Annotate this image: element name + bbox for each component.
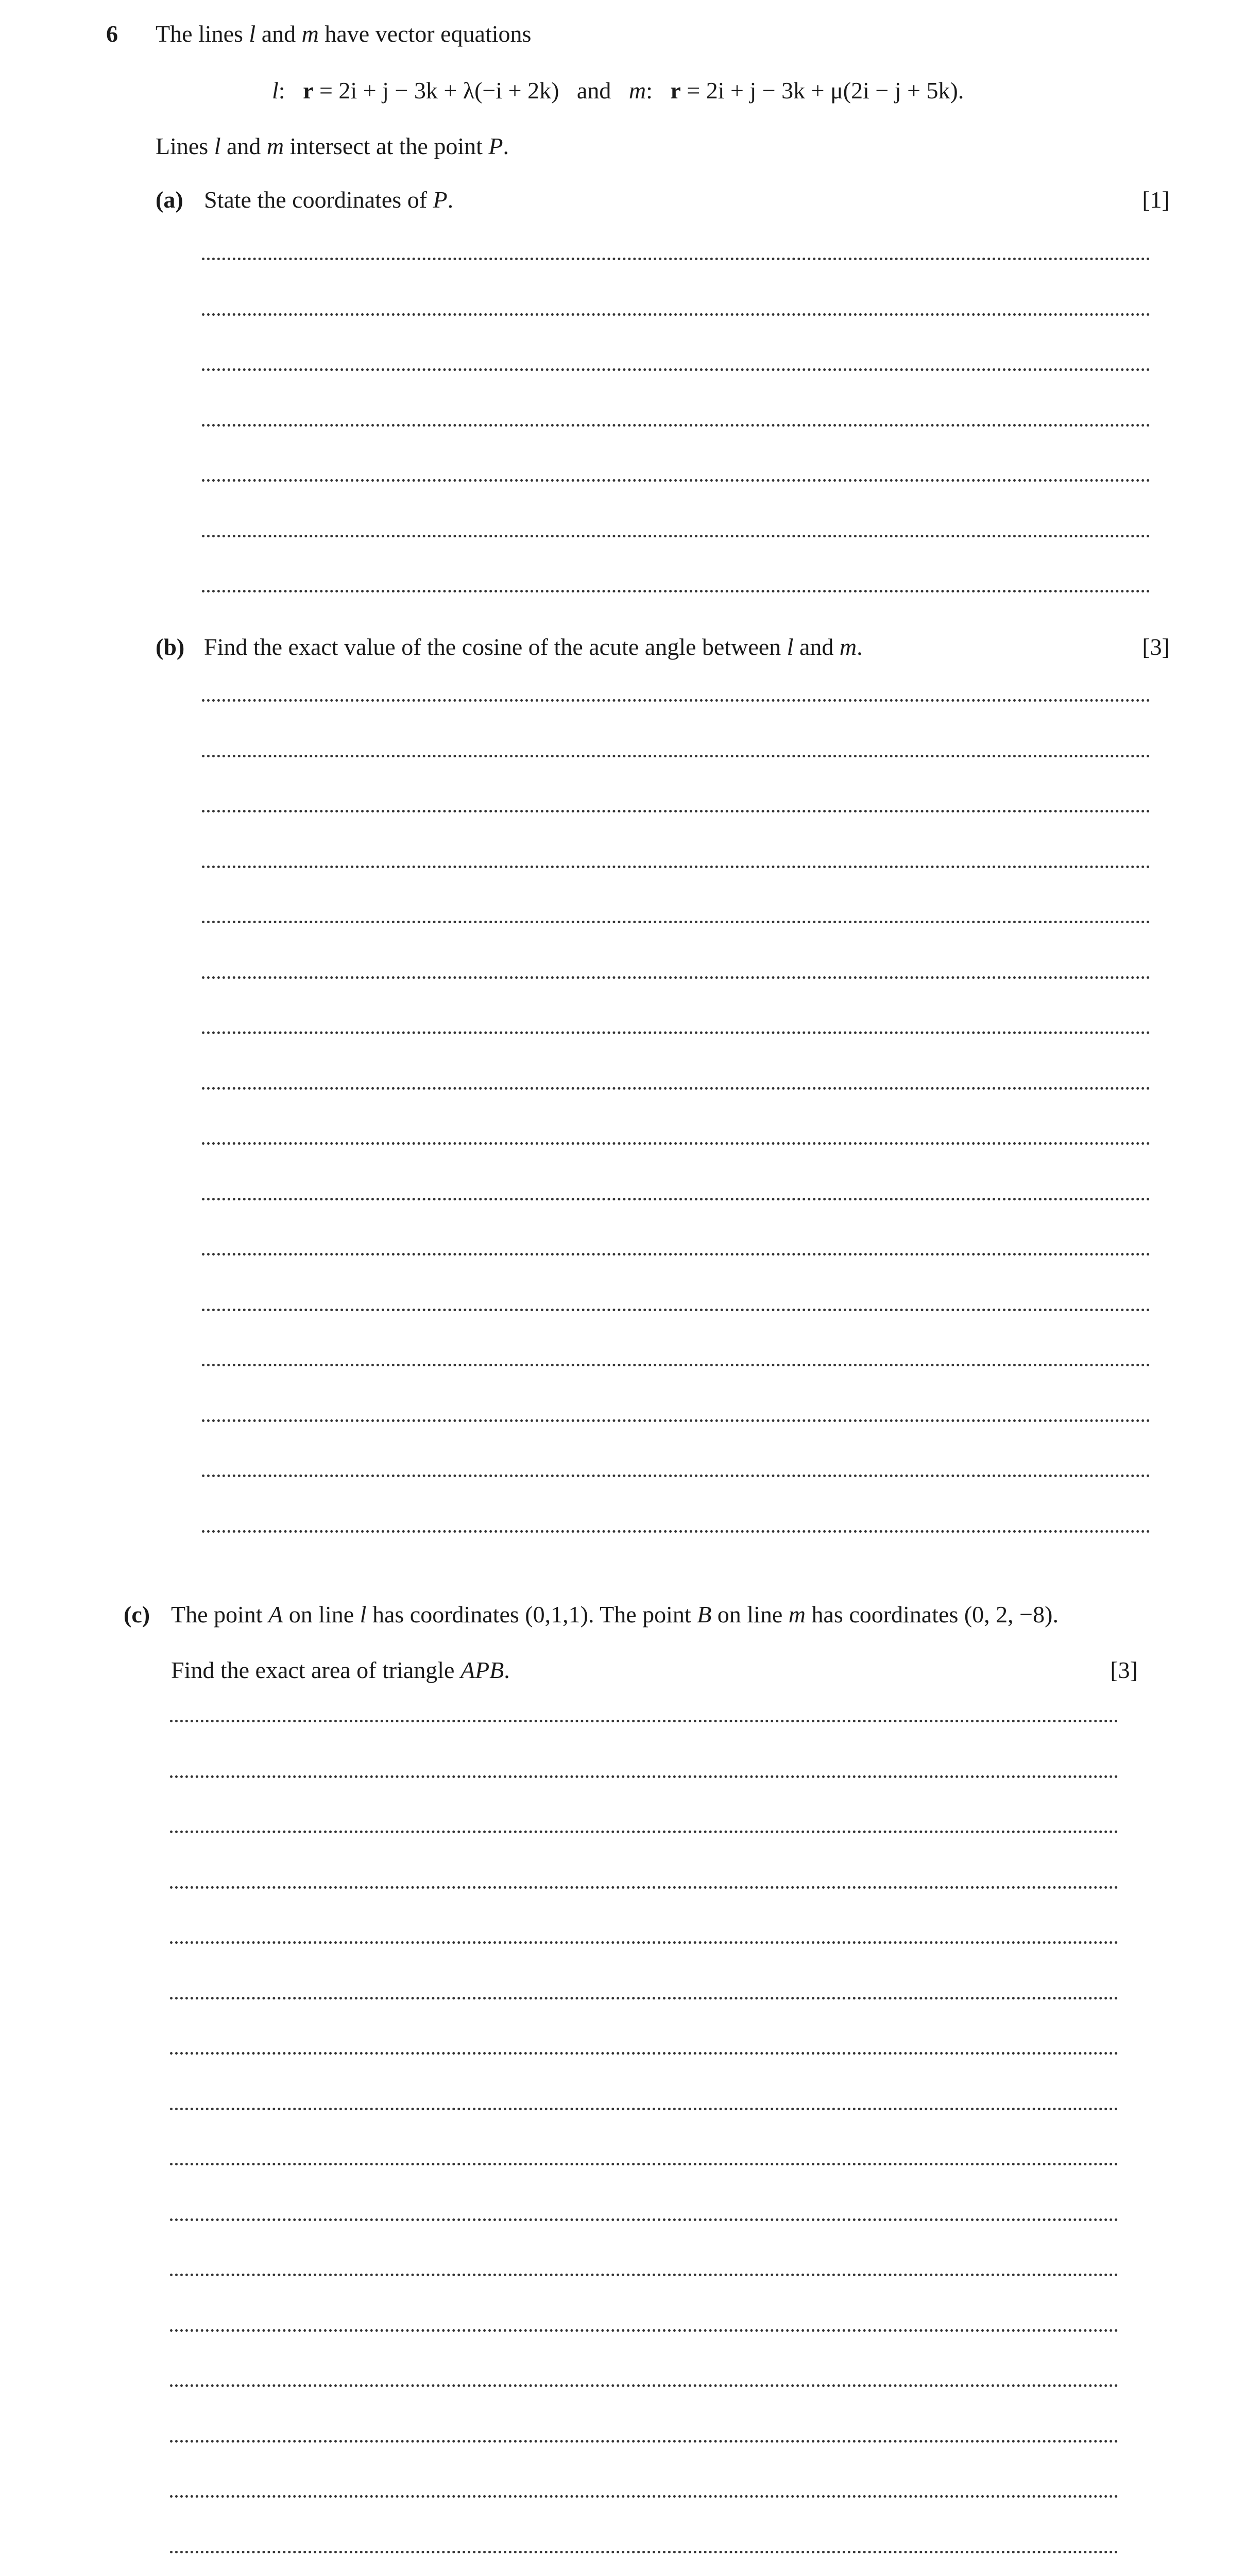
answer-line[interactable] — [170, 2108, 1118, 2110]
part-c-label: (c) — [124, 1601, 150, 1628]
part-b-question: Find the exact value of the cosine of the acute angle between l and m. — [204, 634, 863, 660]
answer-line[interactable] — [170, 1775, 1118, 1778]
answer-line[interactable] — [202, 1364, 1150, 1366]
part-a-marks: [1] — [1142, 187, 1170, 213]
answer-line[interactable] — [170, 1886, 1118, 1889]
answer-line[interactable] — [170, 2551, 1118, 2553]
part-a-question: State the coordinates of P. — [204, 187, 454, 213]
line-m-name: m — [628, 77, 646, 104]
vector-equations: l: r = 2i + j − 3k + λ(−i + 2k) and m: r = 2i + j − 3k + μ(2i − j + 5k). — [272, 77, 964, 104]
answer-line[interactable] — [202, 1309, 1150, 1311]
question-intro: The lines l and m have vector equations — [156, 21, 532, 47]
line-l-equation: = 2i + j − 3k + λ(−i + 2k) — [313, 77, 559, 104]
answer-line[interactable] — [202, 976, 1150, 979]
part-b-label: (b) — [156, 634, 185, 660]
answer-line[interactable] — [170, 2495, 1118, 2498]
answer-line[interactable] — [170, 2163, 1118, 2165]
answer-line[interactable] — [202, 368, 1150, 371]
answer-line[interactable] — [202, 1253, 1150, 1256]
answer-line[interactable] — [170, 1997, 1118, 1999]
answer-line[interactable] — [170, 2440, 1118, 2443]
part-a-label: (a) — [156, 187, 183, 213]
answer-line[interactable] — [170, 2384, 1118, 2387]
part-b-marks: [3] — [1142, 634, 1170, 660]
part-c-marks: [3] — [1110, 1657, 1138, 1683]
answer-line[interactable] — [170, 1941, 1118, 1944]
answer-line[interactable] — [170, 2329, 1118, 2332]
answer-line[interactable] — [202, 479, 1150, 482]
part-c-question: Find the exact area of triangle APB. — [171, 1657, 510, 1683]
answer-line[interactable] — [202, 1087, 1150, 1090]
answer-line[interactable] — [170, 2052, 1118, 2055]
answer-line[interactable] — [202, 866, 1150, 868]
answer-line[interactable] — [202, 921, 1150, 923]
answer-line[interactable] — [202, 590, 1150, 592]
answer-line[interactable] — [202, 1031, 1150, 1034]
answer-line[interactable] — [202, 1475, 1150, 1477]
answer-line[interactable] — [202, 1198, 1150, 1200]
answer-line[interactable] — [202, 258, 1150, 260]
answer-line[interactable] — [202, 1530, 1150, 1533]
line-m-equation: = 2i + j − 3k + μ(2i − j + 5k). — [680, 77, 964, 104]
question-number: 6 — [106, 21, 118, 47]
answer-line[interactable] — [202, 313, 1150, 316]
answer-line[interactable] — [170, 2218, 1118, 2221]
answer-line[interactable] — [202, 1142, 1150, 1145]
answer-line[interactable] — [170, 2274, 1118, 2276]
answer-line[interactable] — [170, 1831, 1118, 1833]
answer-line[interactable] — [202, 535, 1150, 537]
answer-line[interactable] — [202, 424, 1150, 427]
answer-line[interactable] — [202, 810, 1150, 812]
answer-line[interactable] — [170, 1720, 1118, 1722]
answer-line[interactable] — [202, 755, 1150, 757]
answer-line[interactable] — [202, 699, 1150, 702]
line-l-name: l — [272, 77, 279, 104]
answer-line[interactable] — [202, 1419, 1150, 1422]
part-c-statement: The point A on line l has coordinates (0,1,1). The point B on line m has coordinates (0, 2, −8). — [171, 1601, 1059, 1628]
intersect-statement: Lines l and m intersect at the point P. — [156, 133, 509, 159]
